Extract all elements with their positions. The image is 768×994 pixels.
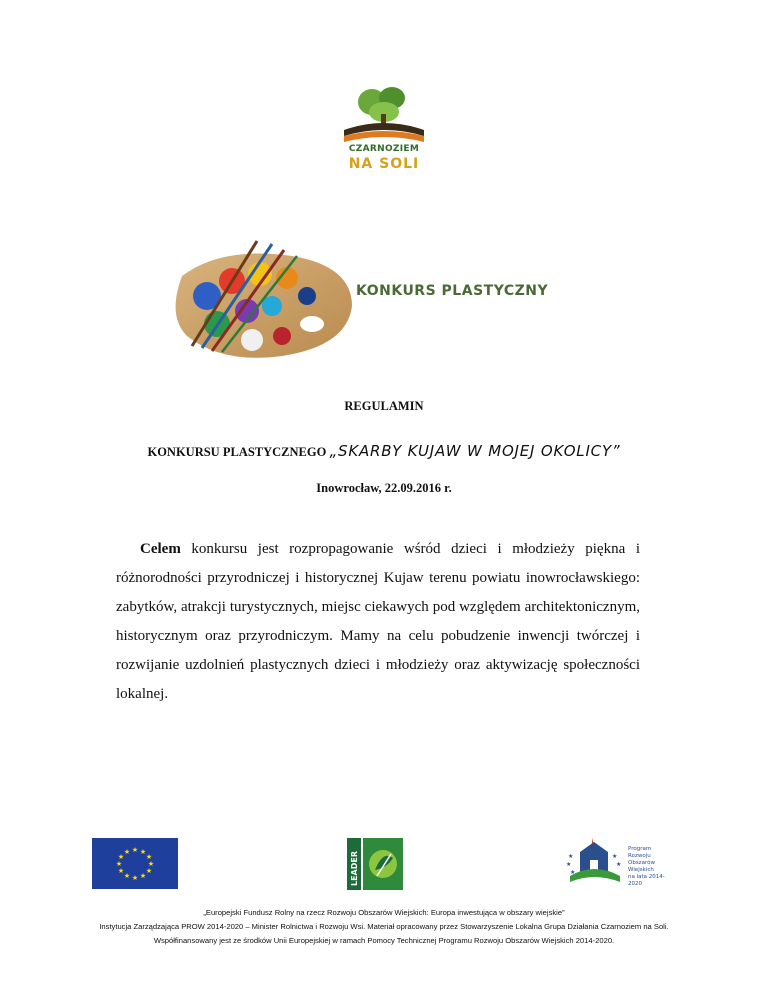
svg-text:★: ★ xyxy=(139,872,147,880)
tree-icon xyxy=(338,86,430,146)
svg-text:★: ★ xyxy=(123,848,131,856)
place-date: Inowrocław, 22.09.2016 r. xyxy=(316,481,452,495)
svg-text:★: ★ xyxy=(131,874,139,882)
svg-text:★: ★ xyxy=(131,846,139,854)
regulamin-heading: REGULAMIN xyxy=(344,399,424,413)
footer-line3: Współfinansowany jest ze środków Unii Europejskiej w ramach Pomocy Technicznej Programu Rozwoju Obszarów Wiejskich 2014-2020. xyxy=(153,936,615,945)
contest-name-line xyxy=(0,442,768,461)
prow-line5: na lata 2014-2020 xyxy=(628,874,665,887)
svg-text:★: ★ xyxy=(612,853,618,860)
svg-text:★: ★ xyxy=(115,860,123,868)
prow-line1: Program xyxy=(628,846,652,852)
body-paragraph xyxy=(116,535,640,709)
prow-text xyxy=(628,846,668,888)
logo-line1: CZARNOZIEM xyxy=(348,144,420,154)
eu-flag-logo xyxy=(92,838,178,889)
leader-logo xyxy=(345,836,405,892)
logo-line2: NA SOLI xyxy=(348,156,420,172)
svg-text:★: ★ xyxy=(568,853,574,860)
svg-text:★: ★ xyxy=(117,853,125,861)
svg-text:★: ★ xyxy=(147,860,155,868)
prow-logo xyxy=(562,832,665,890)
svg-text:★: ★ xyxy=(145,853,153,861)
svg-text:★: ★ xyxy=(117,867,125,875)
paint-palette-image xyxy=(162,236,362,366)
footer-line1: „Europejski Fundusz Rolny na rzecz Rozwoju Obszarów Wiejskich: Europa inwestująca w obszary wiejskie” xyxy=(203,908,565,917)
contest-lead-text: KONKURSU PLASTYCZNEGO xyxy=(147,445,330,459)
footer-line2: Instytucja Zarządzająca PROW 2014-2020 – Minister Rolnictwa i Rozwoju Wsi. Materiał opracowany przez Stowarzyszenie Lokalna Grupa Działania Czarnoziem na Soli. xyxy=(99,922,669,931)
prow-emblem-icon xyxy=(562,832,626,890)
svg-text:★: ★ xyxy=(566,861,572,868)
contest-banner-title: KONKURS PLASTYCZNY xyxy=(356,283,549,299)
leader-text: LEADER xyxy=(350,850,359,886)
eu-stars-icon xyxy=(92,838,178,889)
svg-text:★: ★ xyxy=(139,848,147,856)
contest-title-text: „SKARBY KUJAW W MOJEJ OKOLICY” xyxy=(329,442,621,460)
body-bold-lead: Celem xyxy=(140,541,181,557)
prow-line3: Obszarów xyxy=(628,860,655,866)
svg-text:★: ★ xyxy=(123,872,131,880)
svg-text:★: ★ xyxy=(616,861,622,868)
svg-text:★: ★ xyxy=(145,867,153,875)
body-text: konkursu jest rozpropagowanie wśród dzieci i młodzieży piękna i różnorodności przyrodniczej i historycznej Kujaw terenu powiatu inowrocławskiego: zabytków, atrakcji turystycznych, miejsc ciekawych pod względem architektonicznym, historycznym oraz przyrodniczym. Mamy na celu pobudzenie inwencji twórczej i rozwijanie uzdolnień plastycznych dzieci i młodzieży oraz aktywizację społeczności lokalnej. xyxy=(116,541,640,702)
svg-text:★: ★ xyxy=(570,869,576,876)
czarnoziem-logo xyxy=(338,86,430,178)
prow-line2: Rozwoju xyxy=(628,853,651,859)
prow-line4: Wiejskich xyxy=(628,867,654,873)
